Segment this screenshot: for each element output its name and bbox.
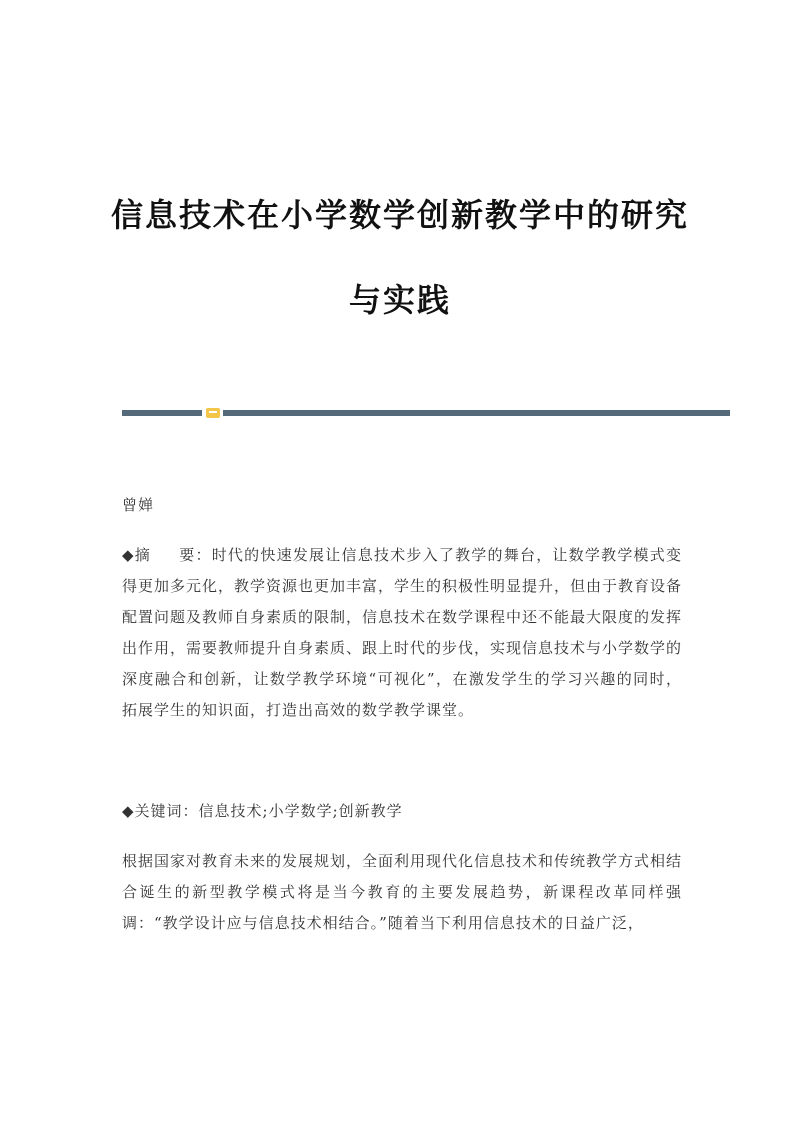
author-name: 曾婵	[122, 496, 155, 514]
title-line-2: 与实践	[348, 281, 451, 319]
divider-bar-left	[122, 410, 202, 416]
abstract-label-end: 要：	[179, 546, 212, 564]
divider-bar-right	[223, 410, 730, 416]
keywords-text: 信息技术;小学数学;创新教学	[198, 802, 403, 820]
badge-icon	[206, 408, 220, 418]
abstract	[122, 540, 682, 726]
title-divider	[122, 408, 730, 416]
abstract-text: 时代的快速发展让信息技术步入了教学的舞台，让数学教学模式变得更加多元化，教学资源也更加丰富，学生的积极性明显提升，但由于教育设备配置问题及教师自身素质的限制，信息技术在数学课程中还不能最大限度的发挥出作用，需要教师提升自身素质、跟上时代的步伐，实现信息技术与小学数学的深度融合和创新，让数学教学环境“可视化”，在激发学生的学习兴趣的同时，拓展学生的知识面，打造出高效的数学教学课堂。	[122, 546, 683, 719]
keywords	[122, 800, 682, 821]
abstract-label-start: ◆摘	[122, 546, 151, 564]
body-paragraph: 根据国家对教育未来的发展规划，全面利用现代化信息技术和传统教学方式相结合诞生的新型教学模式将是当今教育的主要发展趋势，新课程改革同样强调：“教学设计应与信息技术相结合。”随着当下利用信息技术的日益广泛，	[122, 852, 683, 932]
title-line-1: 信息技术在小学数学创新教学中的研究	[110, 196, 689, 234]
keywords-label: ◆关键词：	[122, 802, 199, 820]
